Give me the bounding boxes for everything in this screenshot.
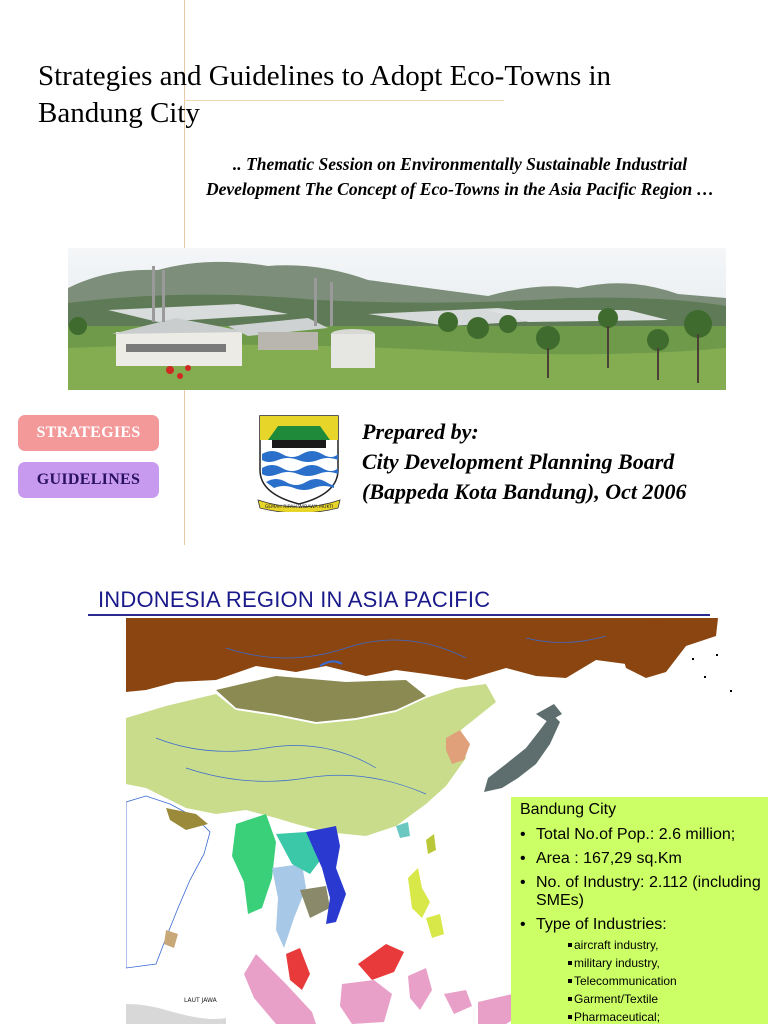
slide-title: Strategies and Guidelines to Adopt Eco-Towns in Bandung City: [38, 60, 612, 129]
prepared-by-label: Prepared by:: [362, 419, 479, 444]
info-bullet-industry-count: • No. of Industry: 2.112 (including SMEs): [520, 874, 764, 910]
slide-subtitle: .. Thematic Session on Environmentally Sustainable Industrial Development The Concept of Eco-Towns in the Asia Pacific Region …: [205, 154, 715, 199]
info-bullet-area: • Area : 167,29 sq.Km: [520, 850, 764, 868]
industrial-estate-photo: [68, 248, 726, 390]
bandung-info-box: [511, 797, 768, 1024]
title-underline: [88, 614, 710, 616]
prepared-by-date: (Bappeda Kota Bandung), Oct 2006: [362, 479, 687, 504]
info-bullet-population: • Total No.of Pop.: 2.6 million;: [520, 826, 764, 844]
bandung-city-emblem: [254, 414, 344, 512]
strategies-button[interactable]: STRATEGIES: [18, 415, 159, 451]
industry-item: military industry,: [520, 954, 764, 972]
guidelines-button[interactable]: GUIDELINES: [18, 462, 159, 498]
industry-item: Pharmaceutical;: [520, 1008, 764, 1024]
info-bullet-industry-types: • Type of Industries:: [520, 916, 764, 934]
inset-sea-label: LAUT JAWA: [184, 997, 217, 1004]
industry-item: Garment/Textile: [520, 990, 764, 1008]
java-inset-map: [126, 997, 226, 1024]
industry-item: aircraft industry,: [520, 936, 764, 954]
info-heading: Bandung City: [520, 801, 617, 818]
emblem-motto: GEMAH RIPAH WIBAWA MUKTI: [264, 505, 334, 510]
slide-2-title: INDONESIA REGION IN ASIA PACIFIC: [98, 587, 491, 612]
prepared-by-block: [362, 417, 762, 507]
industry-item: Telecommunication: [520, 972, 764, 990]
prepared-by-org: City Development Planning Board: [362, 449, 675, 474]
